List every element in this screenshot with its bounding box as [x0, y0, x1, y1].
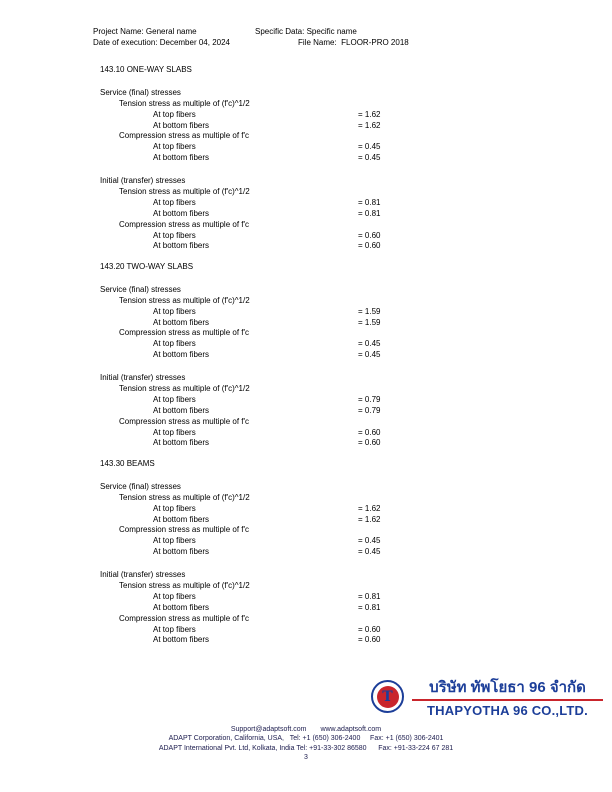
group-label: Tension stress as multiple of (f'c)^1/2 [119, 384, 250, 394]
stress-row [100, 231, 520, 242]
group-label: Tension stress as multiple of (f'c)^1/2 [119, 492, 250, 502]
row-label: At bottom fibers [153, 602, 210, 612]
row-label: At bottom fibers [153, 514, 210, 524]
initial-stresses-block [100, 373, 520, 449]
header-line-1 [93, 26, 563, 37]
stress-row [100, 406, 520, 417]
row-label: At top fibers [153, 394, 196, 404]
row-value: = 0.45 [358, 339, 381, 349]
row-label: At bottom fibers [153, 635, 210, 645]
row-label: At bottom fibers [153, 405, 210, 415]
stress-row [100, 603, 520, 614]
support-email: Support@adaptsoft.com [230, 726, 307, 733]
stress-row [100, 198, 520, 209]
row-value: = 0.81 [358, 208, 381, 218]
row-value: = 1.59 [358, 317, 381, 327]
section-one-way-slabs [100, 65, 520, 264]
header-line-2 [93, 37, 563, 48]
file-name [298, 37, 409, 48]
file-name-value: FLOOR-PRO 2018 [341, 38, 409, 47]
row-value: = 0.60 [358, 635, 381, 645]
row-value: = 0.45 [358, 547, 381, 557]
row-label: At top fibers [153, 197, 196, 207]
row-label: At bottom fibers [153, 317, 210, 327]
row-value: = 0.45 [358, 142, 381, 152]
row-label: At top fibers [153, 306, 196, 316]
row-value: = 0.45 [358, 153, 381, 163]
execution-date-label: Date of execution: [93, 38, 158, 47]
row-label: At top fibers [153, 230, 196, 240]
specific-data-label: Specific Data: [255, 27, 305, 36]
stress-row [100, 121, 520, 132]
logo-text [412, 678, 603, 718]
stress-row [100, 209, 520, 220]
stress-row [100, 142, 520, 153]
row-value: = 1.62 [358, 109, 381, 119]
report-header [93, 26, 563, 48]
group-label: Compression stress as multiple of f'c [119, 416, 250, 426]
logo-t-icon [371, 680, 404, 713]
stress-row [100, 307, 520, 318]
service-stresses-block [100, 88, 520, 164]
row-label: At top fibers [153, 109, 196, 119]
row-value: = 0.60 [358, 438, 381, 448]
row-value: = 0.60 [358, 230, 381, 240]
group-label: Tension stress as multiple of (f'c)^1/2 [119, 98, 250, 108]
stress-row [100, 635, 520, 646]
block-title: Service (final) stresses [100, 284, 181, 294]
initial-stresses-block [100, 176, 520, 252]
stress-row [100, 395, 520, 406]
block-title: Service (final) stresses [100, 481, 181, 491]
logo-letter: T [382, 688, 393, 705]
section-title: 143.20 TWO-WAY SLABS [100, 262, 194, 271]
row-label: At top fibers [153, 427, 196, 437]
row-value: = 0.60 [358, 427, 381, 437]
row-value: = 1.62 [358, 503, 381, 513]
stress-row [100, 515, 520, 526]
section-two-way-slabs [100, 262, 520, 461]
stress-row [100, 318, 520, 329]
row-label: At bottom fibers [153, 547, 210, 557]
group-label: Tension stress as multiple of (f'c)^1/2 [119, 295, 250, 305]
logo-red-disc [377, 686, 399, 708]
group-label: Compression stress as multiple of f'c [119, 613, 250, 623]
row-value: = 0.45 [358, 350, 381, 360]
group-label: Compression stress as multiple of f'c [119, 328, 250, 338]
group-label: Compression stress as multiple of f'c [119, 525, 250, 535]
block-title: Initial (transfer) stresses [100, 373, 186, 383]
group-label: Tension stress as multiple of (f'c)^1/2 [119, 187, 250, 197]
row-value: = 0.81 [358, 591, 381, 601]
row-label: At bottom fibers [153, 120, 210, 130]
specific-data [255, 26, 357, 37]
website-url: www.adaptsoft.com [320, 726, 382, 733]
row-label: At bottom fibers [153, 153, 210, 163]
group-label: Tension stress as multiple of (f'c)^1/2 [119, 581, 250, 591]
row-value: = 0.81 [358, 197, 381, 207]
project-name [93, 27, 197, 36]
stress-row [100, 153, 520, 164]
footer-support-line [0, 725, 612, 734]
row-label: At top fibers [153, 339, 196, 349]
stress-row [100, 536, 520, 547]
company-name-thai: บริษัท ทัพโยธา 96 จำกัด [429, 679, 586, 696]
row-label: At top fibers [153, 536, 196, 546]
row-value: = 0.79 [358, 394, 381, 404]
row-value: = 0.81 [358, 602, 381, 612]
initial-stresses-block [100, 570, 520, 646]
company-logo [371, 678, 603, 720]
row-label: At bottom fibers [153, 241, 210, 251]
group-label: Compression stress as multiple of f'c [119, 219, 250, 229]
row-value: = 1.62 [358, 514, 381, 524]
stress-row [100, 428, 520, 439]
footer-corporate-line: ADAPT Corporation, California, USA, Tel: +1 (650) 306-2400 Fax: +1 (650) 306-2401 [168, 735, 444, 743]
row-label: At top fibers [153, 503, 196, 513]
stress-row [100, 547, 520, 558]
file-name-label: File Name: [298, 38, 337, 47]
row-label: At top fibers [153, 624, 196, 634]
section-beams [100, 459, 520, 658]
row-value: = 1.62 [358, 120, 381, 130]
company-name-english: THAPYOTHA 96 CO.,LTD. [427, 703, 588, 718]
row-value: = 0.60 [358, 624, 381, 634]
project-name-value: General name [145, 27, 197, 36]
block-title: Service (final) stresses [100, 87, 181, 97]
row-value: = 0.60 [358, 241, 381, 251]
block-title: Initial (transfer) stresses [100, 176, 186, 186]
block-title: Initial (transfer) stresses [100, 570, 186, 580]
row-label: At top fibers [153, 142, 196, 152]
project-name-label: Project Name: [93, 27, 144, 36]
execution-date [93, 38, 230, 47]
service-stresses-block [100, 482, 520, 558]
execution-date-value: December 04, 2024 [159, 38, 230, 47]
stress-row [100, 592, 520, 603]
section-title: 143.30 BEAMS [100, 459, 155, 468]
stress-row [100, 241, 520, 252]
stress-row [100, 504, 520, 515]
row-label: At top fibers [153, 591, 196, 601]
specific-data-value: Specific name [306, 27, 357, 36]
stress-row [100, 438, 520, 449]
group-label: Compression stress as multiple of f'c [119, 131, 250, 141]
service-stresses-block [100, 285, 520, 361]
logo-divider [412, 699, 603, 701]
row-value: = 0.79 [358, 405, 381, 415]
stress-row [100, 339, 520, 350]
stress-row [100, 350, 520, 361]
section-title: 143.10 ONE-WAY SLABS [100, 65, 192, 74]
report-footer [0, 725, 612, 763]
row-label: At bottom fibers [153, 208, 210, 218]
page-number: 3 [304, 754, 308, 762]
footer-international-line: ADAPT International Pvt. Ltd, Kolkata, India Tel: +91-33-302 86580 Fax: +91-33-224 67 281 [158, 744, 454, 752]
row-value: = 1.59 [358, 306, 381, 316]
row-value: = 0.45 [358, 536, 381, 546]
row-label: At bottom fibers [153, 350, 210, 360]
stress-row [100, 110, 520, 121]
row-label: At bottom fibers [153, 438, 210, 448]
stress-row [100, 625, 520, 636]
